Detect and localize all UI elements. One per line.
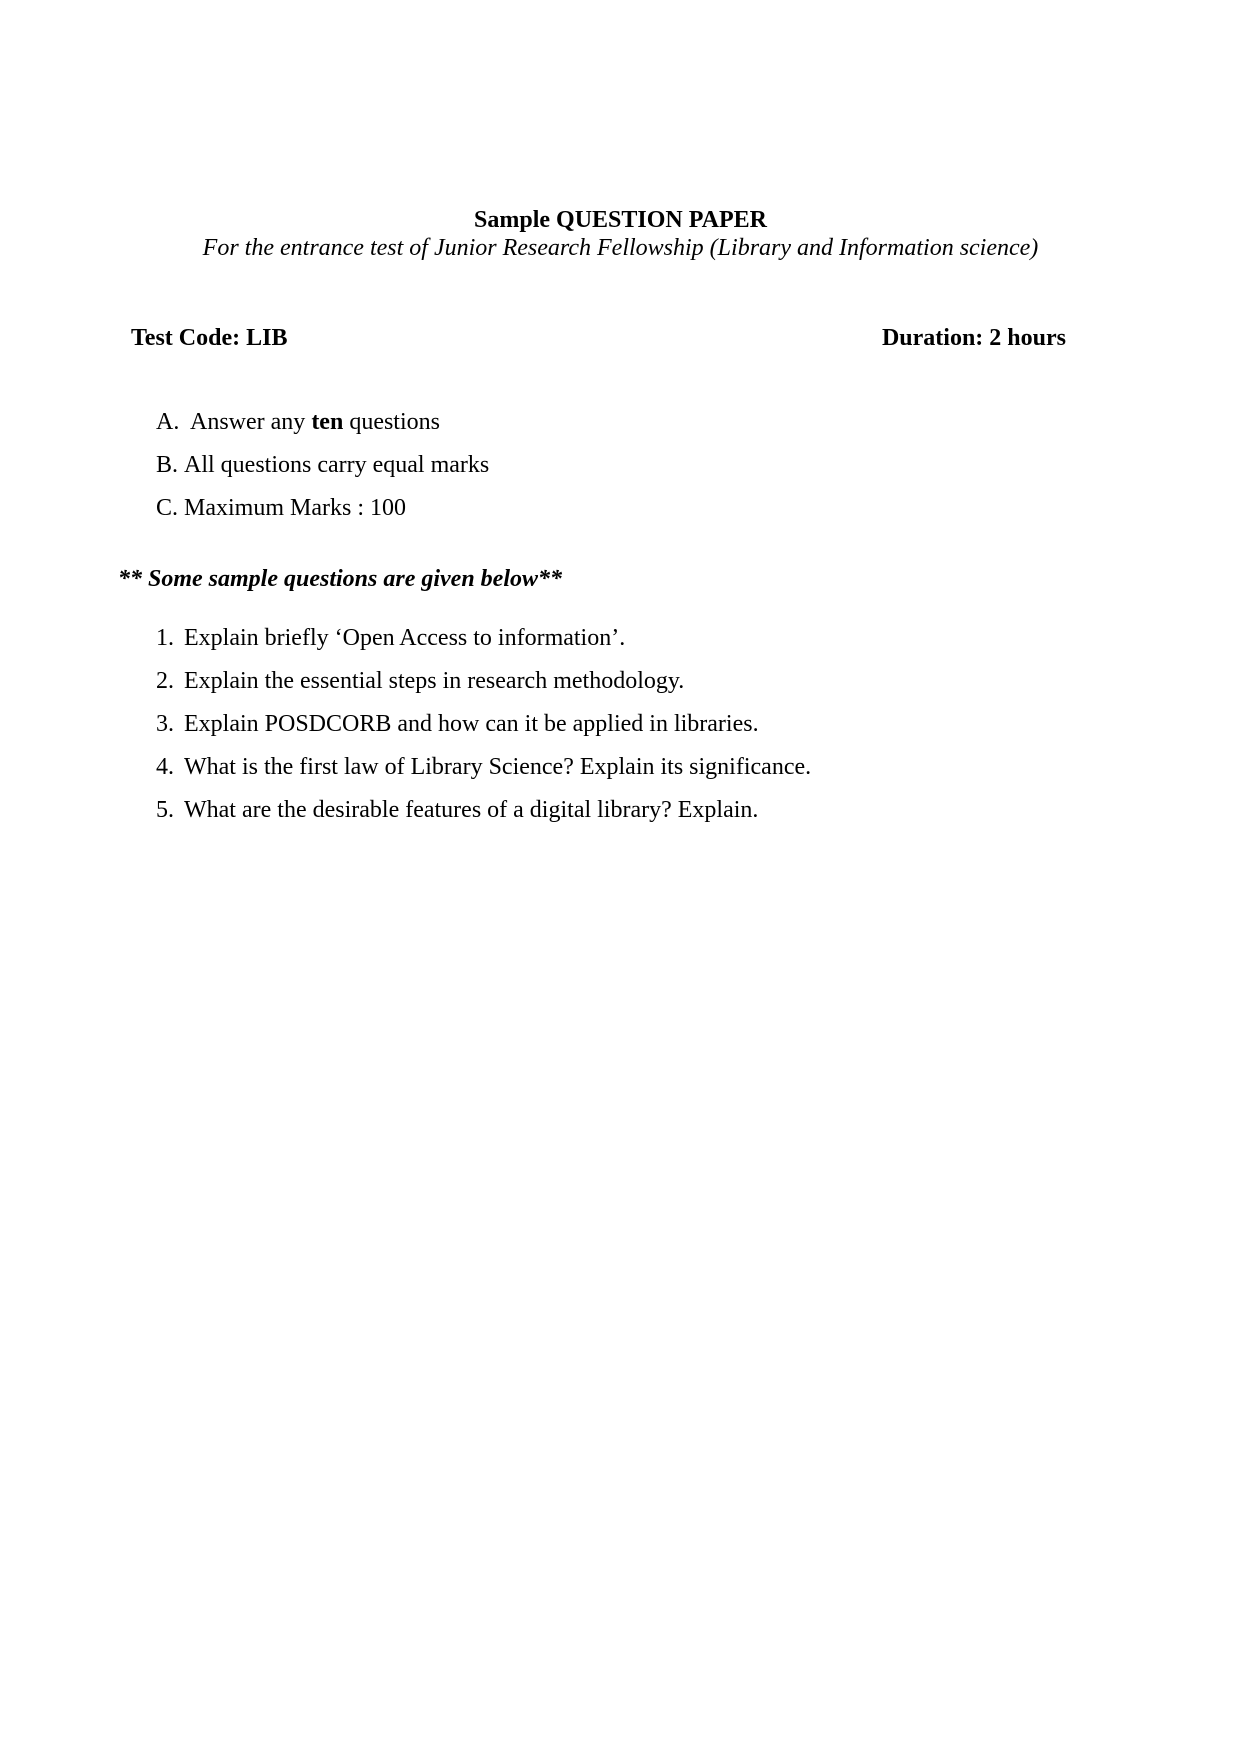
test-duration: Duration: 2 hours: [881, 325, 1066, 351]
question-item: [156, 794, 811, 837]
question-item: [156, 622, 811, 665]
question-number: 3.: [156, 711, 174, 737]
question-number: 2.: [156, 668, 174, 694]
question-text: What are the desirable features of a digital library? Explain.: [184, 797, 759, 823]
instruction-marker: A.: [156, 409, 180, 435]
page-subtitle: For the entrance test of Junior Research Fellowship (Library and Information science): [202, 235, 1039, 261]
question-number: 5.: [156, 797, 174, 823]
question-text: Explain the essential steps in research methodology.: [184, 668, 685, 694]
question-item: [156, 665, 811, 708]
sample-questions-note: ** Some sample questions are given below**: [118, 566, 562, 592]
test-code: Test Code: LIB: [131, 325, 288, 351]
instruction-text-after: questions: [343, 409, 440, 435]
question-item: [156, 708, 811, 751]
instruction-text: Maximum Marks : 100: [184, 495, 406, 521]
question-text: Explain briefly ‘Open Access to information’.: [184, 625, 626, 651]
instruction-marker: C.: [156, 495, 179, 521]
question-text: What is the first law of Library Science? Explain its significance.: [184, 754, 812, 780]
question-item: [156, 751, 811, 794]
instruction-item: [156, 406, 489, 449]
question-number: 4.: [156, 754, 174, 780]
instructions-list: [156, 406, 489, 535]
page-title: Sample QUESTION PAPER: [474, 207, 767, 233]
question-number: 1.: [156, 625, 174, 651]
question-text: Explain POSDCORB and how can it be applied in libraries.: [184, 711, 759, 737]
instruction-marker: B.: [156, 452, 179, 478]
instruction-emphasis: ten: [311, 409, 344, 435]
instruction-item: [156, 492, 489, 535]
questions-list: [156, 622, 811, 837]
instruction-text: All questions carry equal marks: [184, 452, 490, 478]
instruction-item: [156, 449, 489, 492]
instruction-text-before: Answer any: [190, 409, 312, 435]
